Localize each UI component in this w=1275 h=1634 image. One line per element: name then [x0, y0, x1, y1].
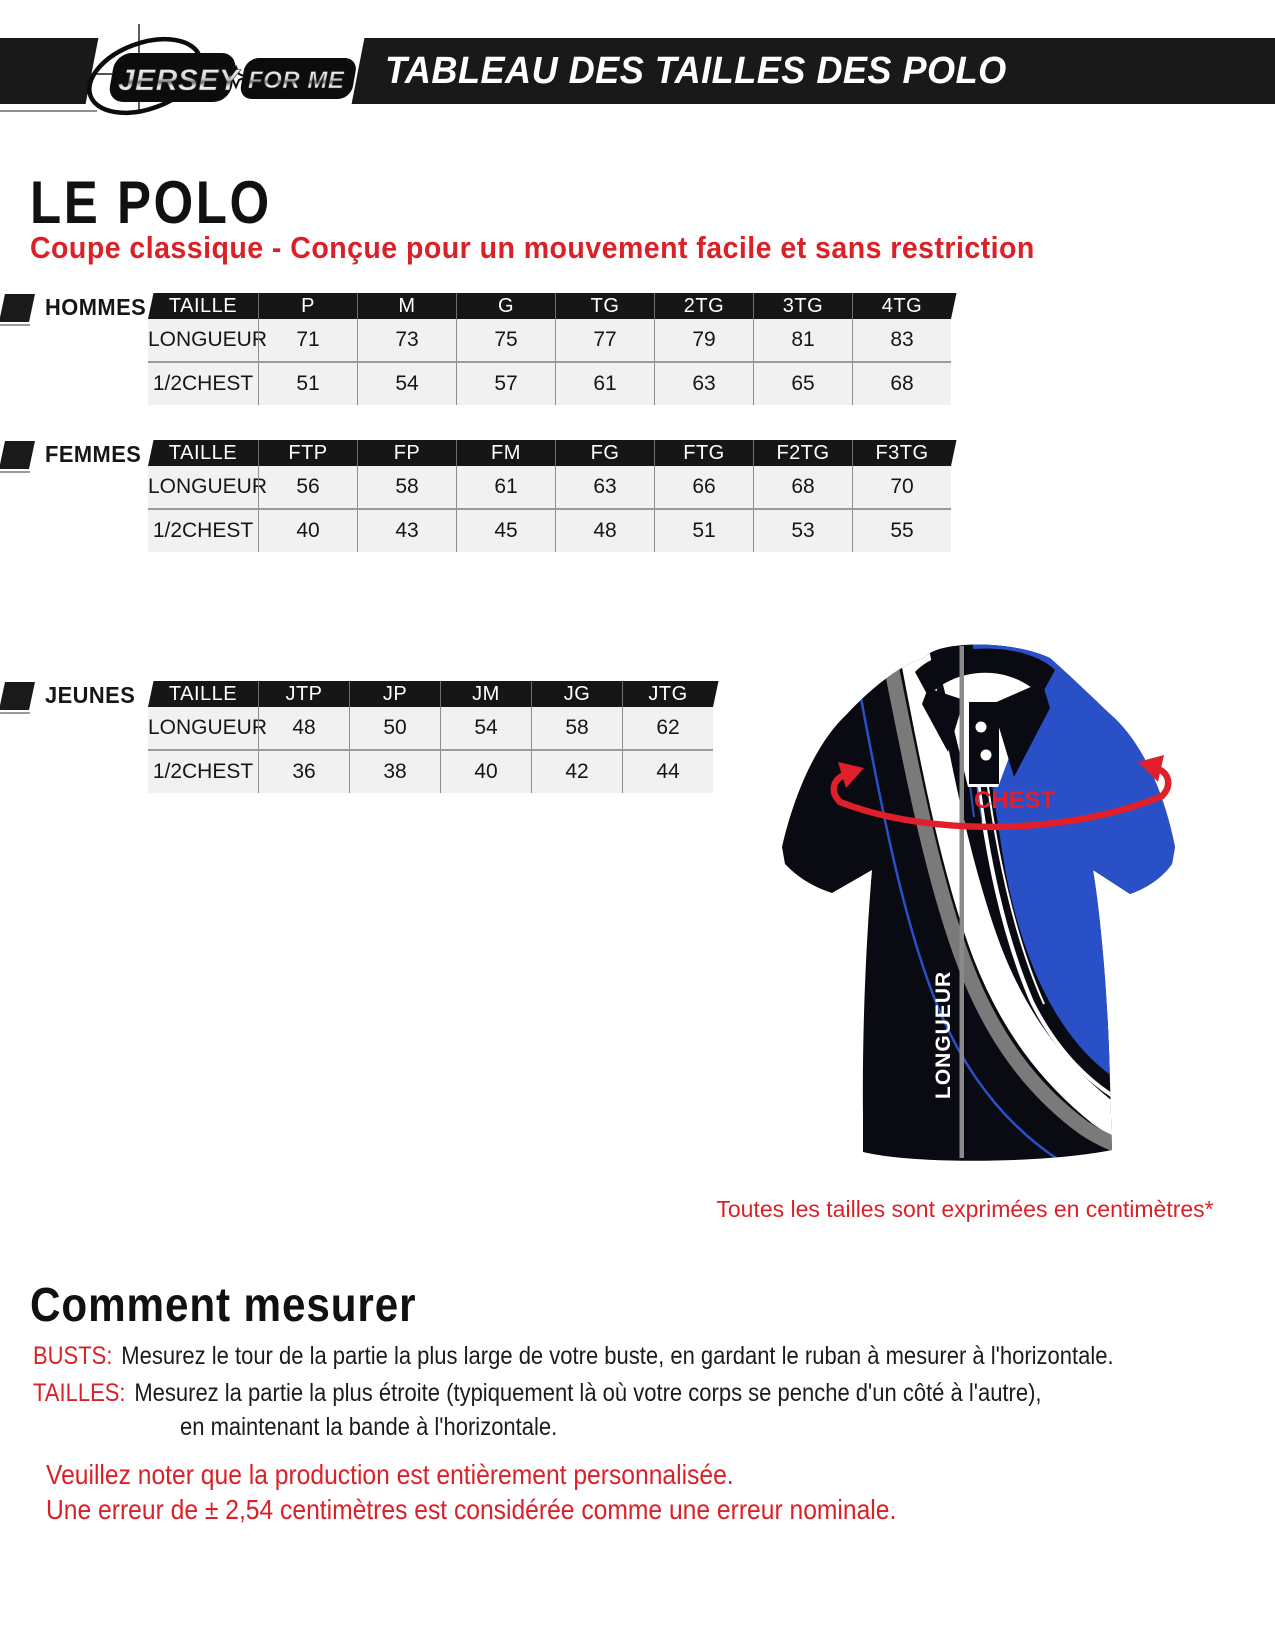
busts-text: Mesurez le tour de la partie la plus large de votre buste, en gardant le ruban à mesurer à l'horizontale. — [121, 1342, 1114, 1370]
production-note-2: Une erreur de ± 2,54 centimètres est considérée comme une erreur nominale. — [46, 1494, 897, 1525]
row-label: 1/2CHEST — [152, 372, 254, 395]
size-value-cell: 50 — [349, 707, 440, 749]
size-value-cell: 81 — [753, 319, 852, 361]
measure-line-continuation: en maintenant la bande à l'horizontale. — [180, 1413, 558, 1441]
table-header-row — [148, 293, 951, 319]
size-value-cell: 68 — [852, 363, 951, 405]
size-table-hommes — [148, 293, 951, 405]
column-header: JM — [440, 681, 531, 707]
logo-text-jersey: JERSEY — [118, 64, 240, 97]
column-header: JTP — [258, 681, 349, 707]
size-value-cell: 62 — [622, 707, 713, 749]
size-value-cell: 48 — [555, 510, 654, 552]
row-label: LONGUEUR — [148, 328, 268, 351]
size-value-cell: 58 — [531, 707, 622, 749]
size-value-cell: 61 — [456, 466, 555, 508]
column-header: FTP — [258, 440, 357, 466]
size-value-cell: 45 — [456, 510, 555, 552]
size-value-cell: 36 — [258, 751, 349, 793]
section-marker-shadow — [0, 471, 30, 473]
size-value-cell: 75 — [456, 319, 555, 361]
product-subtitle: Coupe classique - Conçue pour un mouvement facile et sans restriction — [30, 230, 1035, 265]
size-value-cell: 51 — [654, 510, 753, 552]
length-measure-label: LONGUEUR — [932, 970, 955, 1099]
product-heading: LE POLO — [30, 169, 272, 236]
size-value-cell: 58 — [357, 466, 456, 508]
size-value-cell: 63 — [555, 466, 654, 508]
column-header: TAILLE — [168, 442, 238, 464]
section-marker — [0, 682, 35, 710]
table-row — [148, 707, 713, 749]
button-bottom — [981, 750, 992, 761]
table-header-row — [148, 440, 951, 466]
column-header: 2TG — [654, 293, 753, 319]
tailles-label: TAILLES: — [33, 1379, 126, 1407]
column-header: JG — [531, 681, 622, 707]
tailles-text: Mesurez la partie la plus étroite (typiquement là où votre corps se penche d'un côté à l'autre), — [134, 1379, 1042, 1407]
measure-heading: Comment mesurer — [30, 1279, 417, 1332]
center-seam-line — [960, 646, 965, 1158]
section-label-jeunes: JEUNES — [45, 682, 136, 708]
column-header: FM — [456, 440, 555, 466]
page-title: TABLEAU DES TAILLES DES POLO — [385, 50, 1007, 92]
column-header: FTG — [654, 440, 753, 466]
size-value-cell: 40 — [440, 751, 531, 793]
size-value-cell: 55 — [852, 510, 951, 552]
size-value-cell: 53 — [753, 510, 852, 552]
button-top — [976, 722, 987, 733]
section-marker — [0, 294, 35, 322]
table-header-row — [148, 681, 713, 707]
column-header: 3TG — [753, 293, 852, 319]
row-label: 1/2CHEST — [152, 760, 254, 783]
size-value-cell: 83 — [852, 319, 951, 361]
section-marker-shadow — [0, 712, 30, 714]
size-value-cell: 57 — [456, 363, 555, 405]
size-value-cell: 70 — [852, 466, 951, 508]
measure-line-tailles — [33, 1379, 1042, 1408]
column-header: TG — [555, 293, 654, 319]
size-value-cell: 73 — [357, 319, 456, 361]
column-header: 4TG — [852, 293, 951, 319]
section-label-hommes: HOMMES — [45, 294, 147, 320]
column-header: TAILLE — [168, 295, 238, 317]
size-table-jeunes — [148, 681, 713, 793]
table-row — [148, 466, 951, 508]
section-marker — [0, 441, 35, 469]
column-header: G — [456, 293, 555, 319]
busts-label: BUSTS: — [33, 1342, 113, 1370]
section-label-femmes: FEMMES — [45, 441, 142, 467]
column-header: FP — [357, 440, 456, 466]
section-marker-shadow — [0, 324, 30, 326]
column-header: JTG — [622, 681, 713, 707]
size-value-cell: 61 — [555, 363, 654, 405]
size-value-cell: 43 — [357, 510, 456, 552]
row-label: LONGUEUR — [148, 475, 268, 498]
size-value-cell: 77 — [555, 319, 654, 361]
table-row — [148, 361, 951, 405]
column-header: F2TG — [753, 440, 852, 466]
table-row — [148, 508, 951, 552]
chest-measure-label: CHEST — [974, 787, 1056, 814]
table-row — [148, 749, 713, 793]
size-value-cell: 71 — [258, 319, 357, 361]
size-value-cell: 68 — [753, 466, 852, 508]
size-value-cell: 63 — [654, 363, 753, 405]
size-value-cell: 65 — [753, 363, 852, 405]
size-value-cell: 54 — [357, 363, 456, 405]
column-header: JP — [349, 681, 440, 707]
column-header: FG — [555, 440, 654, 466]
table-row — [148, 319, 951, 361]
column-header: F3TG — [852, 440, 951, 466]
row-label: LONGUEUR — [148, 716, 268, 739]
size-value-cell: 48 — [258, 707, 349, 749]
size-value-cell: 44 — [622, 751, 713, 793]
size-value-cell: 38 — [349, 751, 440, 793]
logo-text-forme: FOR ME — [248, 67, 345, 94]
row-label: 1/2CHEST — [152, 519, 254, 542]
units-caption: Toutes les tailles sont exprimées en centimètres* — [716, 1196, 1214, 1222]
measure-line-busts — [33, 1342, 1114, 1371]
polo-shirt-diagram — [752, 612, 1202, 1172]
column-header: TAILLE — [168, 683, 238, 705]
size-value-cell: 40 — [258, 510, 357, 552]
size-value-cell: 66 — [654, 466, 753, 508]
size-value-cell: 79 — [654, 319, 753, 361]
size-value-cell: 56 — [258, 466, 357, 508]
production-note-1: Veuillez noter que la production est entièrement personnalisée. — [46, 1459, 734, 1490]
placket — [969, 702, 999, 784]
column-header: M — [357, 293, 456, 319]
size-value-cell: 54 — [440, 707, 531, 749]
size-value-cell: 51 — [258, 363, 357, 405]
size-value-cell: 42 — [531, 751, 622, 793]
jersey-for-me-logo — [78, 18, 368, 118]
column-header: P — [258, 293, 357, 319]
size-table-femmes — [148, 440, 951, 552]
